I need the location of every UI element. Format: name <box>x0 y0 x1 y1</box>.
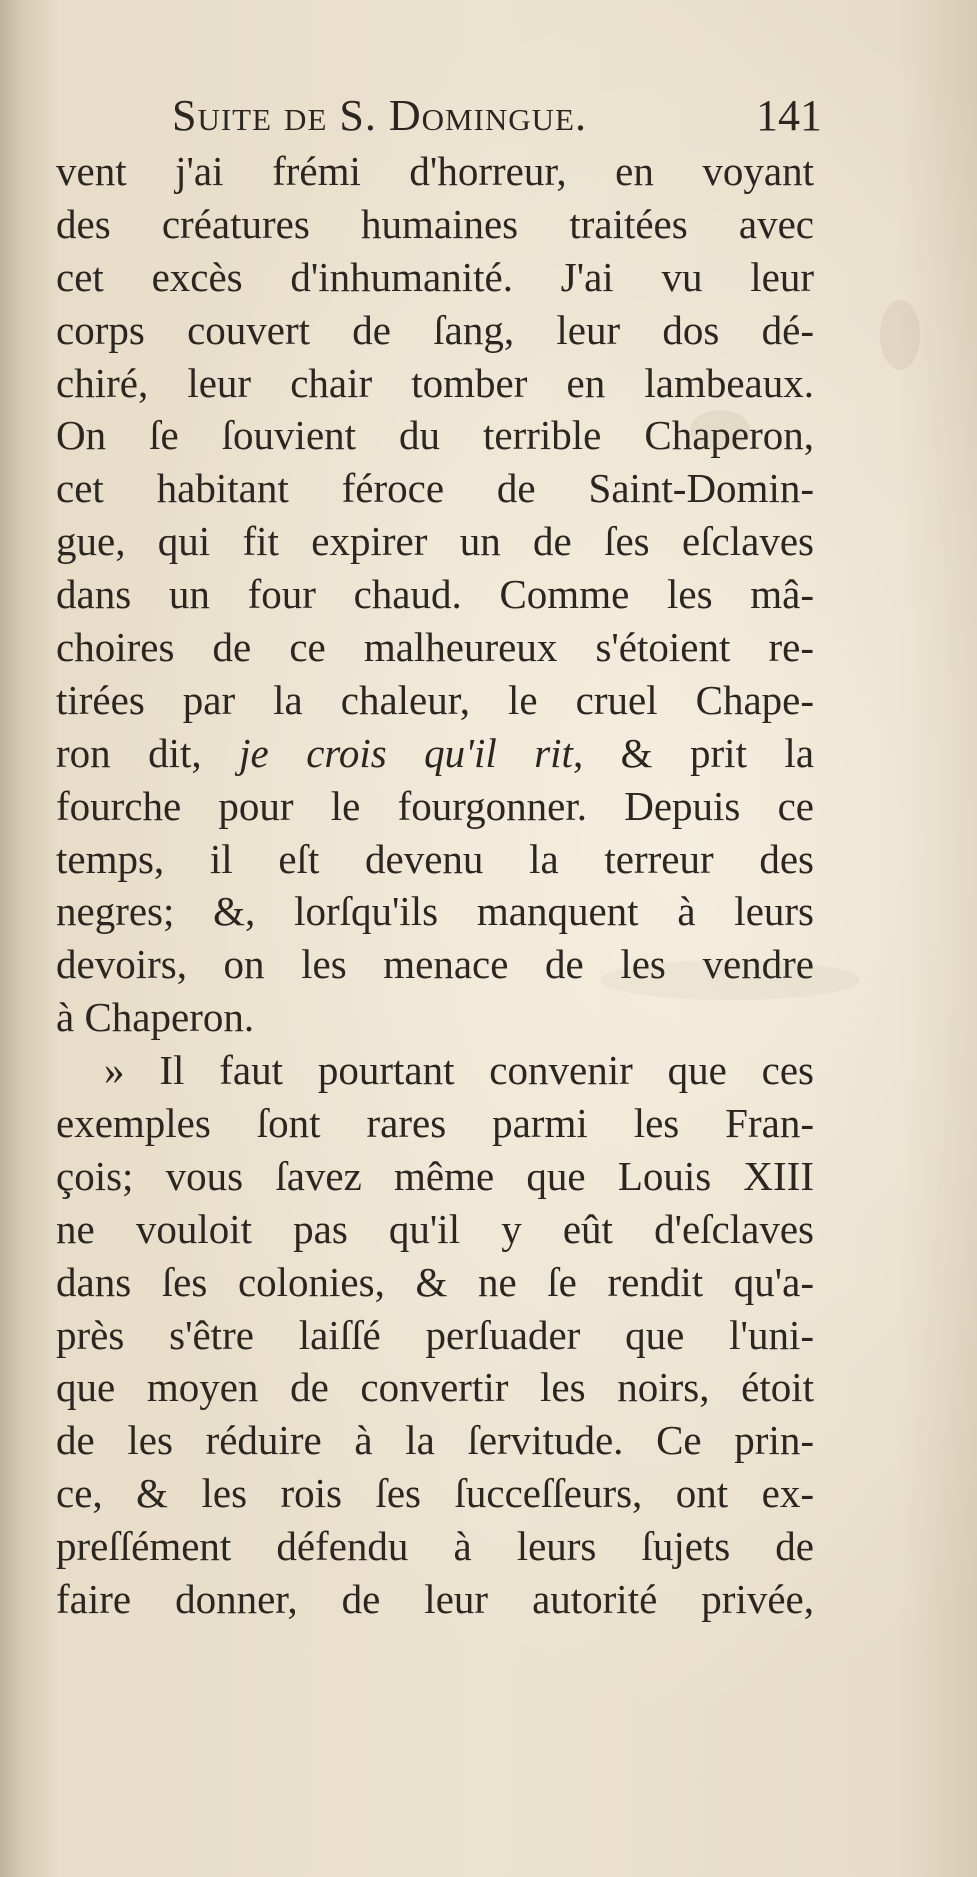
text-line: vent j'ai frémi d'horreur, en voyant <box>56 148 814 194</box>
text-line: » Il faut pourtant convenir que ces <box>104 1047 814 1094</box>
italic-quote: je crois qu'il rit <box>239 729 573 776</box>
text-line: que moyen de convertir les noirs, étoit <box>56 1364 814 1411</box>
text-line: dans ſes colonies, & ne ſe rendit qu'a- <box>56 1258 814 1305</box>
text-line-with-italic <box>56 727 814 780</box>
text-line: près s'être laiſſé perſuader que l'uni- <box>56 1311 814 1358</box>
text-line: devoirs, on les menace de les vendre <box>56 941 814 988</box>
text-line: choires de ce malheureux s'étoient re- <box>56 624 814 671</box>
text-line: cet excès d'inhumanité. J'ai vu leur <box>56 253 814 300</box>
text-line: temps, il eſt devenu la terreur des <box>56 835 814 882</box>
text-line: ce, & les rois ſes ſucceſſeurs, ont ex- <box>56 1470 814 1517</box>
running-title: Suite de S. Domingue. <box>172 91 587 140</box>
text-line: gue, qui fit expirer un de ſes eſclaves <box>56 518 814 565</box>
text-line: fourche pour le fourgonner. Depuis ce <box>56 782 814 829</box>
text-line: des créatures humaines traitées avec <box>56 200 814 247</box>
text-segment: ron dit, <box>56 729 202 776</box>
paper-stain <box>880 300 920 370</box>
text-line: faire donner, de leur autorité privée, <box>56 1576 814 1623</box>
text-line: çois; vous ſavez même que Louis XIII <box>56 1152 814 1199</box>
text-line: chiré, leur chair tomber en lambeaux. <box>56 359 814 406</box>
text-line: negres; &, lorſqu'ils manquent à leurs <box>56 888 814 935</box>
text-line: preſſément défendu à leurs ſujets de <box>56 1523 814 1570</box>
text-line: exemples ſont rares parmi les Fran- <box>56 1100 814 1147</box>
page-number: 141 <box>756 91 822 140</box>
text-line: corps couvert de ſang, leur dos dé- <box>56 306 814 353</box>
body-text <box>56 145 814 1626</box>
text-line: ne vouloit pas qu'il y eût d'eſclaves <box>56 1205 814 1252</box>
text-line: dans un four chaud. Comme les mâ- <box>56 571 814 618</box>
page-header <box>172 88 822 144</box>
text-line: On ſe ſouvient du terrible Chaperon, <box>56 412 814 459</box>
text-line: tirées par la chaleur, le cruel Chape- <box>56 676 814 723</box>
text-line: de les réduire à la ſervitude. Ce prin- <box>56 1417 814 1464</box>
text-line: à Chaperon. <box>56 994 255 1041</box>
text-line: cet habitant féroce de Saint-Domin- <box>56 465 814 512</box>
text-segment: , & prit la <box>572 729 815 776</box>
